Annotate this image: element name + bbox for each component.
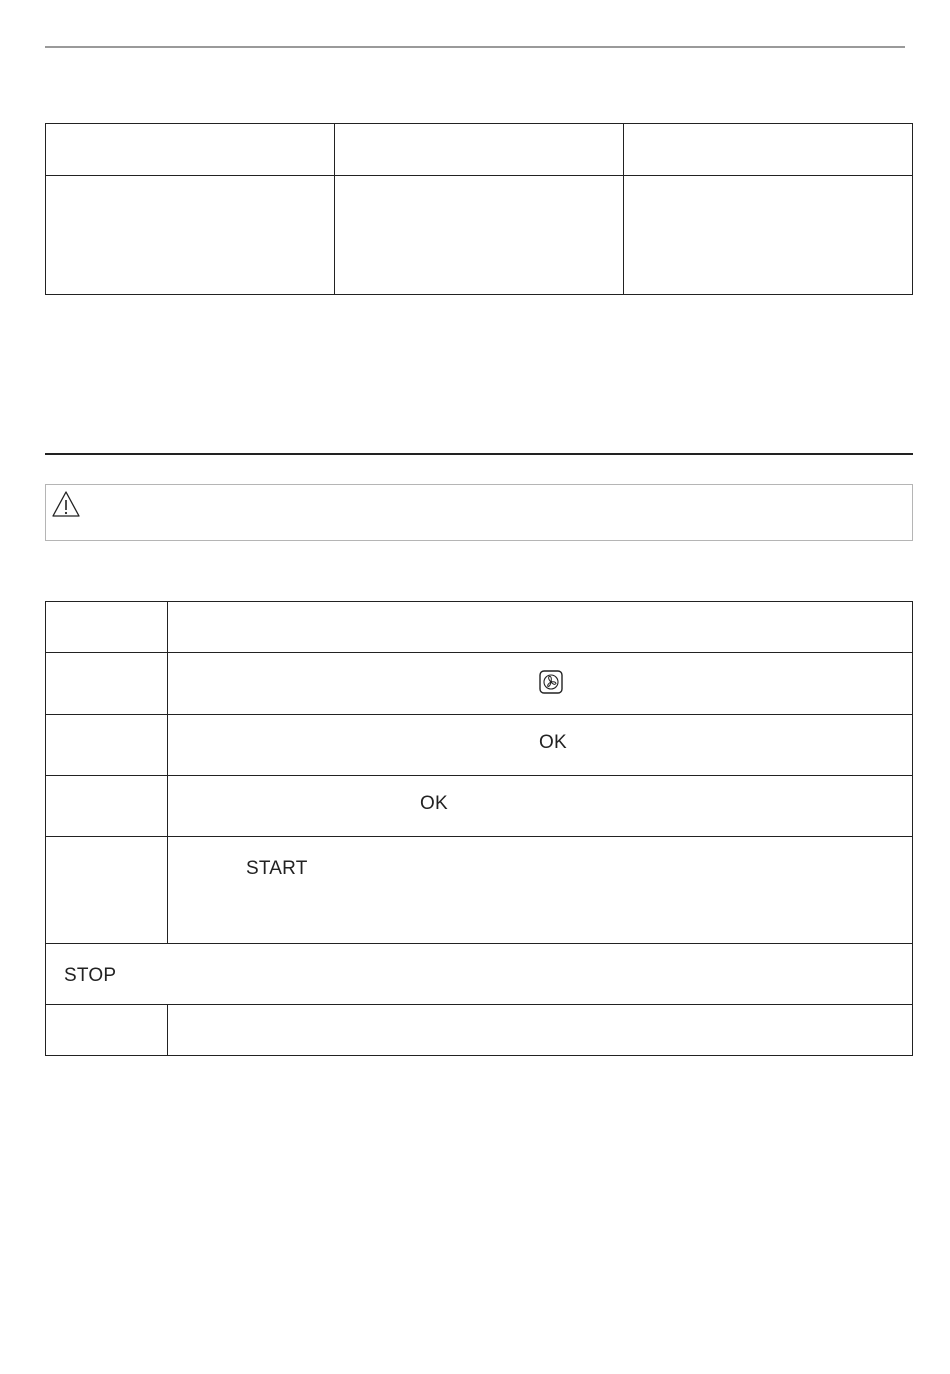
step-text-cell xyxy=(168,1005,913,1056)
step-number-cell xyxy=(46,837,168,944)
step-text-cell xyxy=(168,653,913,715)
step-number-cell xyxy=(46,653,168,715)
stop-cell xyxy=(46,944,913,1005)
step-text-cell xyxy=(168,715,913,776)
step-number-cell xyxy=(46,715,168,776)
step-row xyxy=(46,837,913,944)
step-number-cell xyxy=(46,602,168,653)
fan-icon xyxy=(539,670,563,694)
info-table-header-cell xyxy=(335,124,624,176)
step-row xyxy=(46,602,913,653)
steps-table xyxy=(45,601,913,1056)
ok-label: OK xyxy=(539,732,567,753)
info-table-row xyxy=(46,176,913,295)
stop-label: STOP xyxy=(64,965,117,986)
step-text-cell xyxy=(168,837,913,944)
info-table xyxy=(45,123,913,295)
info-table-cell xyxy=(335,176,624,295)
step-text-cell xyxy=(168,776,913,837)
step-row xyxy=(46,715,913,776)
warning-box xyxy=(45,484,913,541)
info-table-header-cell xyxy=(46,124,335,176)
section-rule xyxy=(45,453,913,455)
info-table-cell xyxy=(624,176,913,295)
ok-label: OK xyxy=(420,793,448,814)
step-row xyxy=(46,653,913,715)
step-number-cell xyxy=(46,1005,168,1056)
start-label: START xyxy=(246,858,308,879)
stop-row xyxy=(46,944,913,1005)
warning-triangle-icon xyxy=(51,490,81,518)
step-text-cell xyxy=(168,602,913,653)
info-table-header-row xyxy=(46,124,913,176)
step-row xyxy=(46,776,913,837)
info-table-cell xyxy=(46,176,335,295)
header-rule xyxy=(45,46,905,48)
info-table-header-cell xyxy=(624,124,913,176)
step-row xyxy=(46,1005,913,1056)
step-number-cell xyxy=(46,776,168,837)
